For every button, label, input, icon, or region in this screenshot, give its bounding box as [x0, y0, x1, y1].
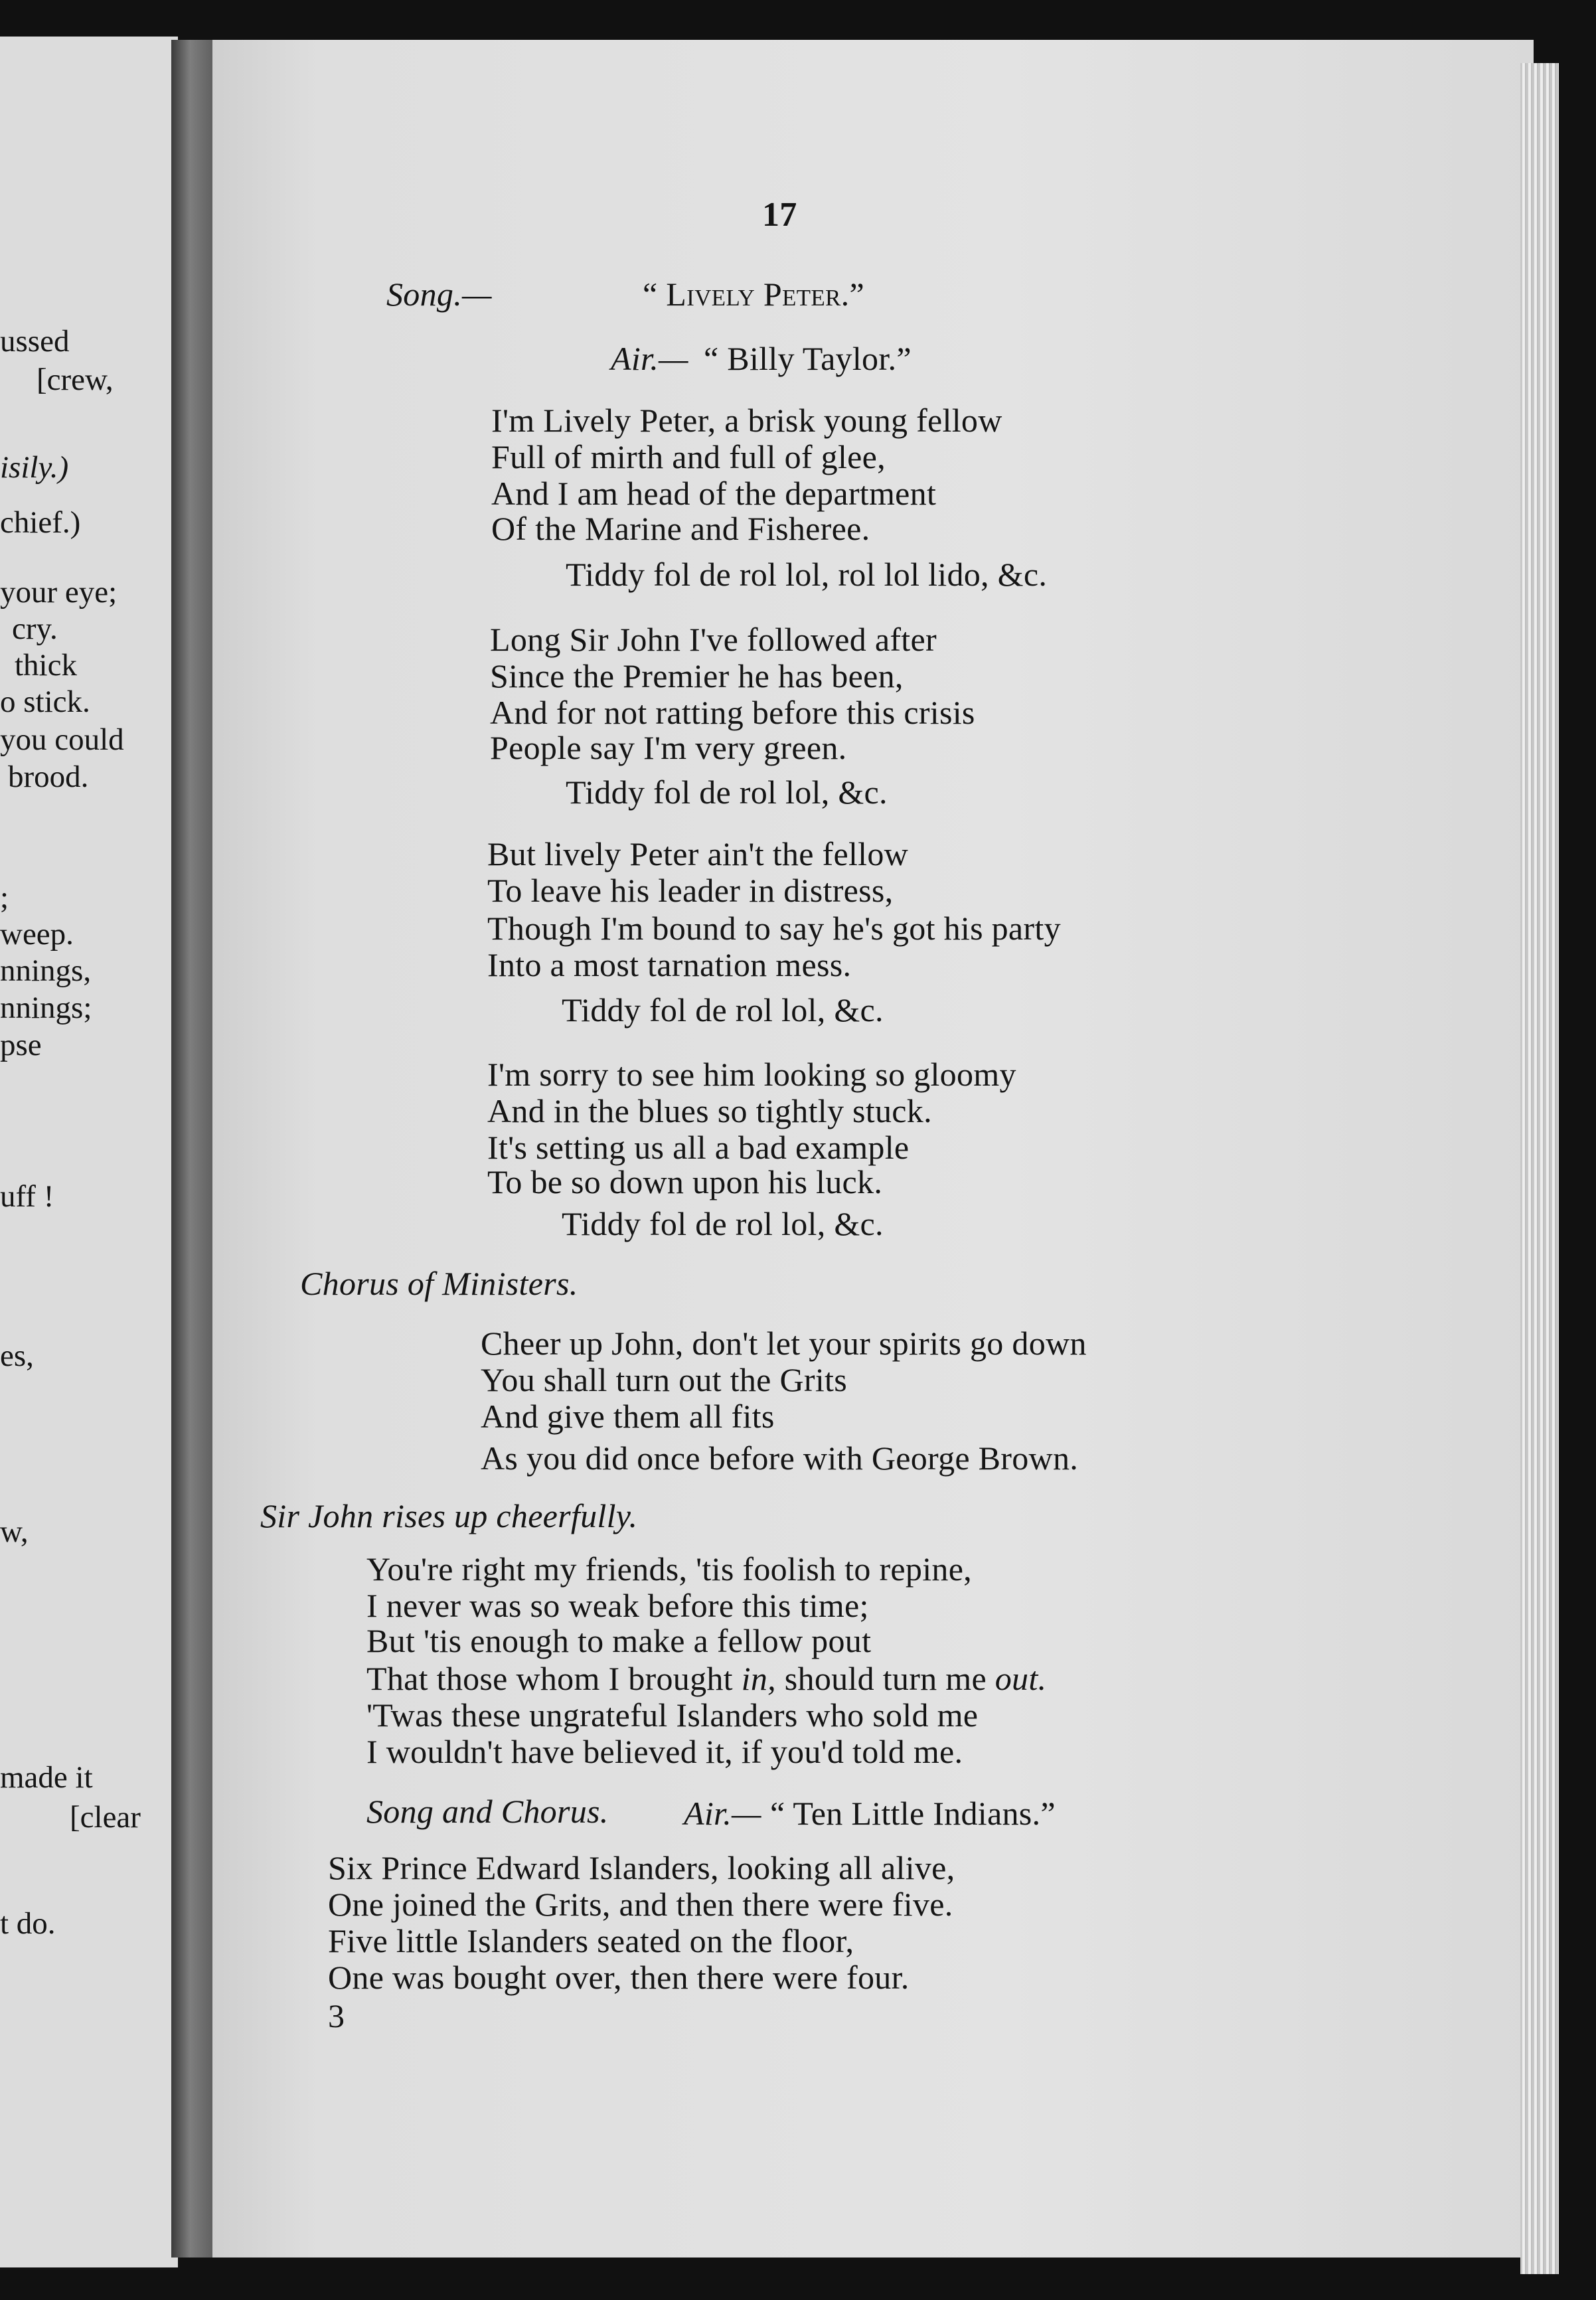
verse-line: Long Sir John I've followed after: [490, 621, 937, 658]
page-number: 17: [762, 196, 797, 234]
left-fragment: you could: [0, 722, 124, 757]
song-line: Five little Islanders seated on the floor,: [328, 1922, 854, 1959]
verse-line: And for not ratting before this crisis: [490, 694, 975, 731]
stage-direction: Sir John rises up cheerfully.: [260, 1497, 638, 1534]
left-fragment: made it: [0, 1760, 93, 1795]
left-fragment: ussed: [0, 324, 70, 359]
speech-line-start: That those whom I brought: [366, 1660, 742, 1697]
verse-line: Since the Premier he has been,: [490, 657, 904, 695]
left-fragment: thick: [15, 648, 77, 683]
refrain-line: Tiddy fol de rol lol, &c.: [566, 774, 888, 811]
air-label: Air.—: [611, 340, 688, 377]
air-label: Air.—: [684, 1795, 761, 1832]
verse-line: I'm sorry to see him looking so gloomy: [487, 1056, 1016, 1093]
refrain-line: Tiddy fol de rol lol, rol lol lido, &c.: [566, 556, 1048, 593]
left-fragment: w,: [0, 1515, 29, 1549]
verse-line: I'm Lively Peter, a brisk young fellow: [491, 402, 1002, 439]
refrain-line: Tiddy fol de rol lol, &c.: [562, 991, 884, 1028]
italic-in: in,: [741, 1660, 776, 1697]
verse-line: To leave his leader in distress,: [487, 872, 894, 909]
chorus-line: And give them all fits: [481, 1398, 775, 1435]
left-fragment: isily.): [0, 450, 69, 485]
stage-direction: Chorus of Ministers.: [300, 1265, 578, 1302]
verse-line: Full of mirth and full of glee,: [491, 438, 886, 475]
verse-line: And I am head of the department: [491, 475, 937, 512]
verse-line: Of the Marine and Fisheree.: [491, 510, 870, 547]
verse-line: But lively Peter ain't the fellow: [487, 835, 909, 872]
signature-mark: 3: [328, 1997, 345, 2034]
refrain-line: Tiddy fol de rol lol, &c.: [562, 1205, 884, 1242]
air-title: “ Ten Little Indians.”: [770, 1795, 1056, 1832]
left-fragment: your eye;: [0, 575, 118, 610]
chorus-line: Cheer up John, don't let your spirits go down: [481, 1325, 1087, 1362]
left-fragment: uff !: [0, 1179, 54, 1214]
left-fragment: cry.: [12, 612, 58, 646]
left-fragment: weep.: [0, 917, 74, 951]
song-line: Six Prince Edward Islanders, looking all alive,: [328, 1849, 955, 1886]
speech-line: 'Twas these ungrateful Islanders who sold me: [366, 1696, 979, 1734]
speech-line: I wouldn't have believed it, if you'd told me.: [366, 1733, 963, 1770]
left-fragment: [crew,: [37, 363, 114, 397]
left-fragment: chief.): [0, 505, 81, 540]
air-title: “ Billy Taylor.”: [704, 340, 912, 377]
left-fragment: nnings;: [0, 991, 92, 1025]
speech-line: But 'tis enough to make a fellow pout: [366, 1622, 872, 1659]
left-fragment: t do.: [0, 1906, 56, 1941]
verse-line: Into a most tarnation mess.: [487, 946, 852, 983]
verse-line: People say I'm very green.: [490, 729, 847, 766]
song-line: One was bought over, then there were four.: [328, 1959, 910, 1996]
song-label: Song and Chorus.: [366, 1793, 609, 1830]
left-fragment: brood.: [8, 760, 89, 794]
left-fragment: ;: [0, 880, 9, 915]
verse-line: To be so down upon his luck.: [487, 1163, 883, 1200]
verse-line: Though I'm bound to say he's got his party: [487, 910, 1061, 947]
left-fragment: es,: [0, 1339, 34, 1373]
song-label: Song.—: [386, 276, 492, 313]
chorus-line: You shall turn out the Grits: [481, 1361, 847, 1398]
song-title: “ Lively Peter.”: [643, 276, 864, 313]
chorus-line: As you did once before with George Brown.: [481, 1439, 1079, 1477]
italic-out: out.: [995, 1660, 1047, 1697]
verse-line: It's setting us all a bad example: [487, 1129, 910, 1166]
left-fragment: pse: [0, 1028, 42, 1062]
speech-line: [366, 1660, 1046, 1697]
speech-line: You're right my friends, 'tis foolish to repine,: [366, 1550, 972, 1588]
song-line: One joined the Grits, and then there were five.: [328, 1886, 953, 1923]
verse-line: And in the blues so tightly stuck.: [487, 1092, 932, 1129]
speech-line-middle: should turn me: [775, 1660, 995, 1697]
left-fragment: o stick.: [0, 685, 90, 719]
speech-line: I never was so weak before this time;: [366, 1587, 869, 1624]
left-fragment: nnings,: [0, 953, 92, 988]
left-fragment: [clear: [70, 1800, 141, 1835]
